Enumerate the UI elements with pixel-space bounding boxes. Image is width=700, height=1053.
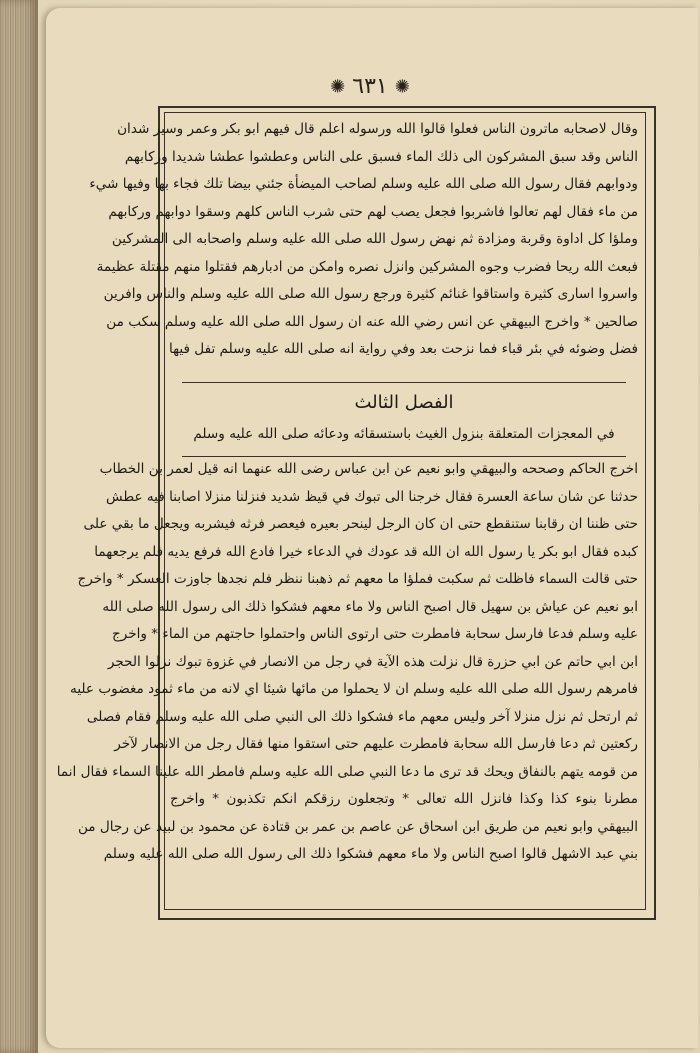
paragraph-2 — [56, 456, 638, 869]
text-line: الناس وقد سبق المشركون الى ذلك الماء فسبق على الناس وعطشوا عطشا شديدا وركابهم — [124, 148, 638, 165]
text-line: فامرهم رسول الله صلى الله عليه وسلم ان لا يحملوا من مائها شيئا اي لانه من ماء ثمود مغضوب عليه — [70, 681, 638, 697]
text-line: فبعث الله ريحا فضرب وجوه المشركين وانزل نصره وامكن من ادبارهم فقتلوا منهم مقتلة عظيمة — [96, 258, 638, 275]
text-line: عليه وسلم فدعا فارسل سحابة فامطرت حتى ارتوى الناس واحتملوا حاجتهم من الماء * واخرج — [111, 626, 638, 642]
text-line: اخرج الحاكم وصححه والبيهقي وابو نعيم عن ابن عباس رضى الله عنهما انه قيل لعمر بن الخطاب — [99, 461, 638, 477]
ornament-icon: ✺ — [330, 76, 346, 98]
text-line: وقال لاصحابه ماترون الناس فعلوا قالوا الله ورسوله اعلم قال فيهم ابو بكر وعمر وسير شدان — [117, 121, 638, 137]
text-line: ابن ابي حاتم عن ابي حزرة قال نزلت هذه الآية في رجل من الانصار في غزوة تبوك نزلوا الحجر — [107, 653, 638, 670]
text-line: ركعتين ثم دعا فارسل الله سحابة فامطرت عليهم حتى استقوا منها فقال رجل من الانصار لآخر — [114, 736, 638, 752]
text-line: ثم ارتحل ثم نزل منزلا آخر وليس معهم ماء فشكوا ذلك الى النبي صلى الله عليه وسلم فقام فصلى — [86, 708, 638, 725]
section-subheading: في المعجزات المتعلقة بنزول الغيث باستسقائه ودعائه صلى الله عليه وسلم — [193, 426, 615, 442]
text-line: فضل وضوئه في بئر قباء فما نزحت بعد وفي رواية انه صلى الله عليه وسلم تفل فيها — [168, 341, 638, 357]
ornament-icon: ✺ — [394, 76, 410, 98]
divider — [182, 382, 626, 383]
text-line: بني عبد الاشهل قالوا اصبح الناس ولا ماء معهم فشكوا ذلك الى رسول الله صلى الله عليه وسلم — [103, 846, 638, 862]
text-line: كبده فقال ابو بكر يا رسول الله ان الله قد عودك في الدعاء خيرا فادع الله فرفع يديه فلم يرجعهما — [94, 543, 638, 560]
text-line: من قومه يتهم بالنفاق ويحك قد ترى ما دعا النبي صلى الله عليه وسلم فامطر الله علينا السماء فقال انما — [56, 763, 638, 780]
text-line: حدثنا عن شان ساعة العسرة فقال خرجنا الى تبوك في قيظ شديد فنزلنا منزلا اصابنا فيه عطش — [105, 488, 638, 505]
text-line: حتى ظننا ان رقابنا ستنقطع حتى ان كان الرجل لينحر بعيره فيعصر فرثه فيشربه ويجعل ما بقي على — [83, 516, 638, 532]
page-number — [300, 74, 440, 99]
text-line: وملؤا كل اداوة وقربة ومزادة ثم نهض رسول الله صلى الله عليه وسلم واصحابه الى المشركين — [111, 231, 638, 247]
paragraph-1 — [89, 116, 638, 364]
text-line: البيهقي وابو نعيم من طريق ابن اسحاق عن عاصم بن عمر بن قتادة عن محمود بن لبيد عن رجال من — [77, 818, 638, 835]
text-line: ابو نعيم عن عياش بن سهيل قال اصبح الناس ولا ماء معهم فشكوا ذلك الى رسول الله صلى الله — [102, 598, 638, 615]
page-number-text: ٦٣١ — [352, 74, 388, 99]
text-line: ودوابهم فقال رسول الله صلى الله عليه وسلم لصاحب الميضأة جئني بيضا تلك فجاء بها وفيها شيء — [89, 176, 638, 192]
text-line: صالحين * واخرج البيهقي عن انس رضي الله عنه ان رسول الله صلى الله عليه وسلم سكب من — [106, 313, 638, 330]
text-line: مطرنا بنوء كذا وكذا فانزل الله تعالى * وتجعلون رزقكم انكم تكذبون * واخرج — [170, 791, 638, 807]
section-heading: الفصل الثالث — [354, 392, 454, 413]
text-line: من ماء فقال لهم تعالوا فاشربوا فجعل يصب لهم حتى شرب الناس كلهم وسقوا دوابهم وركابهم — [108, 203, 638, 220]
text-line: حتى قالت السماء فاظلت ثم سكبت فملؤا ما معهم ثم ذهبنا ننظر فلم نجدها جاوزت العسكر * واخرج — [77, 571, 638, 587]
text-line: واسروا اسارى كثيرة واستاقوا غنائم كثيرة ورجع رسول الله صلى الله عليه وسلم والناس وافرين — [103, 286, 638, 302]
book-spine — [0, 0, 38, 1053]
